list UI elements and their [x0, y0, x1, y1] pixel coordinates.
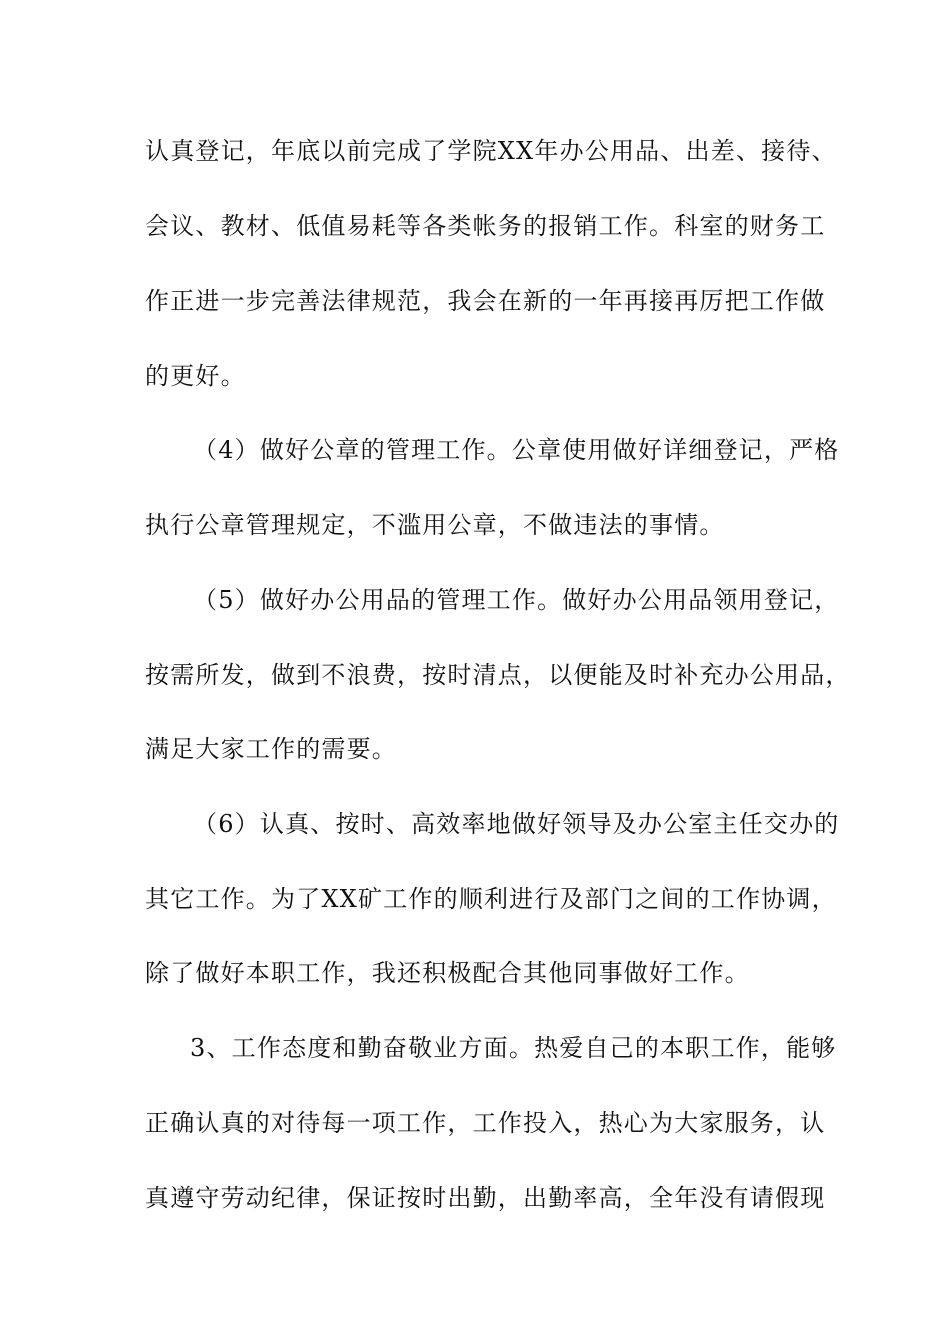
- text-line-14: 正确认真的对待每一项工作，工作投入，热心为大家服务，认: [145, 1109, 826, 1137]
- text-line-5: （4）做好公章的管理工作。公章使用做好详细登记，严格: [193, 436, 840, 464]
- text-line-3: 作正进一步完善法律规范，我会在新的一年再接再厉把工作做: [145, 287, 826, 315]
- text-line-9: 满足大家工作的需要。: [145, 735, 397, 763]
- text-line-15: 真遵守劳动纪律，保证按时出勤，出勤率高，全年没有请假现: [145, 1184, 826, 1212]
- text-line-2: 会议、教材、低值易耗等各类帐务的报销工作。科室的财务工: [145, 212, 826, 240]
- text-line-4: 的更好。: [145, 362, 246, 390]
- text-line-7: （5）做好办公用品的管理工作。做好办公用品领用登记，: [193, 586, 840, 614]
- text-line-13: 3、工作态度和勤奋敬业方面。热爱自己的本职工作，能够: [190, 1034, 837, 1062]
- text-line-8: 按需所发，做到不浪费，按时清点，以便能及时补充办公用品，: [145, 661, 851, 689]
- text-line-11: 其它工作。为了XX矿工作的顺利进行及部门之间的工作协调，: [145, 885, 837, 913]
- text-line-10: （6）认真、按时、高效率地做好领导及办公室主任交办的: [193, 810, 840, 838]
- text-line-12: 除了做好本职工作，我还积极配合其他同事做好工作。: [145, 959, 750, 987]
- text-line-1: 认真登记，年底以前完成了学院XX年办公用品、出差、接待、: [145, 137, 837, 165]
- text-line-6: 执行公章管理规定，不滥用公章，不做违法的事情。: [145, 511, 725, 539]
